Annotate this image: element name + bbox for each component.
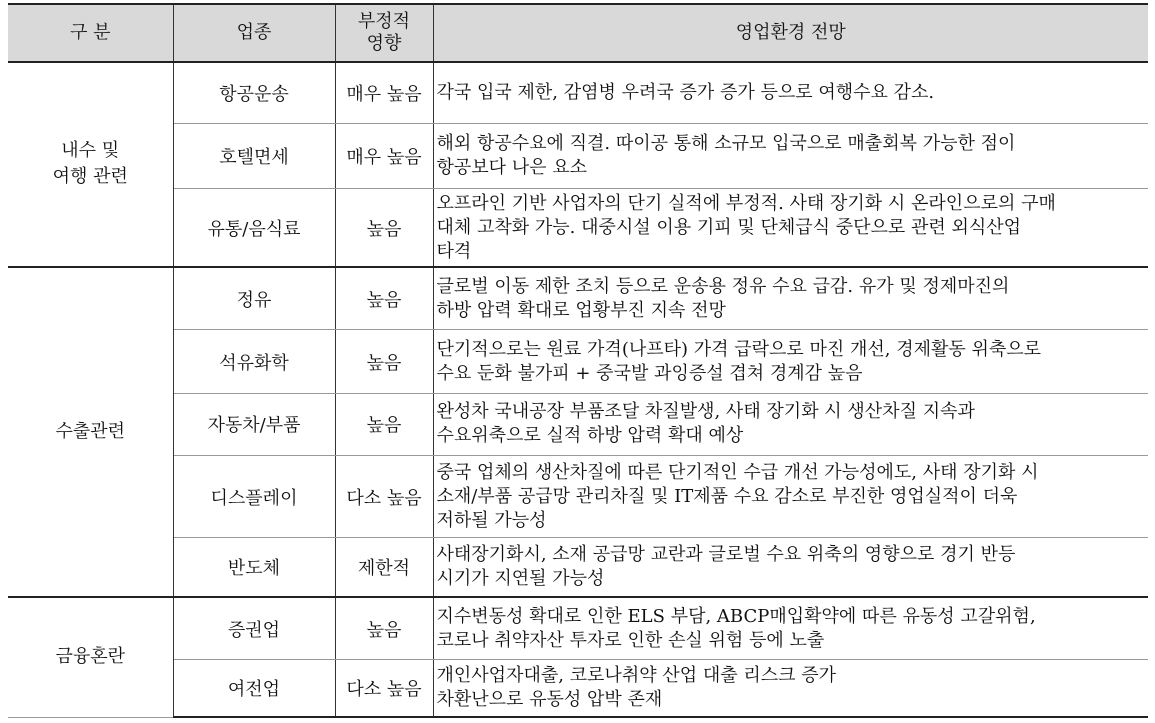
impact-cell: 매우 높음 [335,62,433,124]
header-industry: 업종 [173,4,335,62]
outlook-cell: 글로벌 이동 제한 조치 등으로 운송용 정유 수요 급감. 유가 및 정제마진의 하방 압력 확대로 업황부진 지속 전망 [433,267,1148,330]
outlook-cell: 오프라인 기반 사업자의 단기 실적에 부정적. 사태 장기화 시 온라인으로의 구매 대체 고착화 가능. 대중시설 이용 기피 및 단체급식 중단으로 관련 외식산업 타격 [433,189,1148,267]
industry-cell: 항공운송 [173,62,335,124]
table-row [8,124,1148,189]
category-cell: 내수 및 여행 관련 [8,62,173,267]
industry-cell: 정유 [173,267,335,330]
table-row [8,189,1148,267]
impact-cell: 높음 [335,597,433,659]
table-row [8,62,1148,124]
header-category: 구 분 [8,4,173,62]
industry-cell: 호텔면세 [173,124,335,189]
outlook-cell: 해외 항공수요에 직결. 따이공 통해 소규모 입국으로 매출회복 가능한 점이 항공보다 나은 요소 [433,124,1148,189]
header-impact: 부정적 영향 [335,4,433,62]
header-outlook: 영업환경 전망 [433,4,1148,62]
outlook-cell: 사태장기화시, 소재 공급망 교란과 글로벌 수요 위축의 영향으로 경기 반등 시기가 지연될 가능성 [433,538,1148,598]
impact-cell: 높음 [335,394,433,456]
impact-cell: 다소 높음 [335,455,433,537]
industry-cell: 석유화학 [173,330,335,394]
industry-outlook-table [8,3,1148,718]
outlook-cell: 각국 입국 제한, 감염병 우려국 증가 증가 등으로 여행수요 감소. [433,62,1148,124]
outlook-cell: 개인사업자대출, 코로나취약 산업 대출 리스크 증가 차환난으로 유동성 압박 존재 [433,659,1148,717]
impact-cell: 제한적 [335,538,433,598]
table-row [8,330,1148,394]
table-row [8,394,1148,456]
category-cell: 금융혼란 [8,597,173,717]
industry-cell: 자동차/부품 [173,394,335,456]
industry-cell: 반도체 [173,538,335,598]
industry-cell: 유통/음식료 [173,189,335,267]
impact-cell: 높음 [335,267,433,330]
impact-cell: 매우 높음 [335,124,433,189]
industry-cell: 여전업 [173,659,335,717]
table-row [8,597,1148,659]
impact-cell: 높음 [335,189,433,267]
table-row [8,538,1148,598]
industry-cell: 디스플레이 [173,455,335,537]
outlook-cell: 중국 업체의 생산차질에 따른 단기적인 수급 개선 가능성에도, 사태 장기화 시 소재/부품 공급망 관리차질 및 IT제품 수요 감소로 부진한 영업실적이 더욱 저하될 가능성 [433,455,1148,537]
impact-cell: 다소 높음 [335,659,433,717]
table-row [8,455,1148,537]
impact-cell: 높음 [335,330,433,394]
outlook-cell: 지수변동성 확대로 인한 ELS 부담, ABCP매입확약에 따른 유동성 고갈위험, 코로나 취약자산 투자로 인한 손실 위험 등에 노출 [433,597,1148,659]
outlook-cell: 완성차 국내공장 부품조달 차질발생, 사태 장기화 시 생산차질 지속과 수요위축으로 실적 하방 압력 확대 예상 [433,394,1148,456]
table-row [8,267,1148,330]
category-cell: 수출관련 [8,267,173,598]
table-row [8,659,1148,717]
outlook-cell: 단기적으로는 원료 가격(나프타) 가격 급락으로 마진 개선, 경제활동 위축으로 수요 둔화 불가피 + 중국발 과잉증설 겹쳐 경계감 높음 [433,330,1148,394]
industry-cell: 증권업 [173,597,335,659]
